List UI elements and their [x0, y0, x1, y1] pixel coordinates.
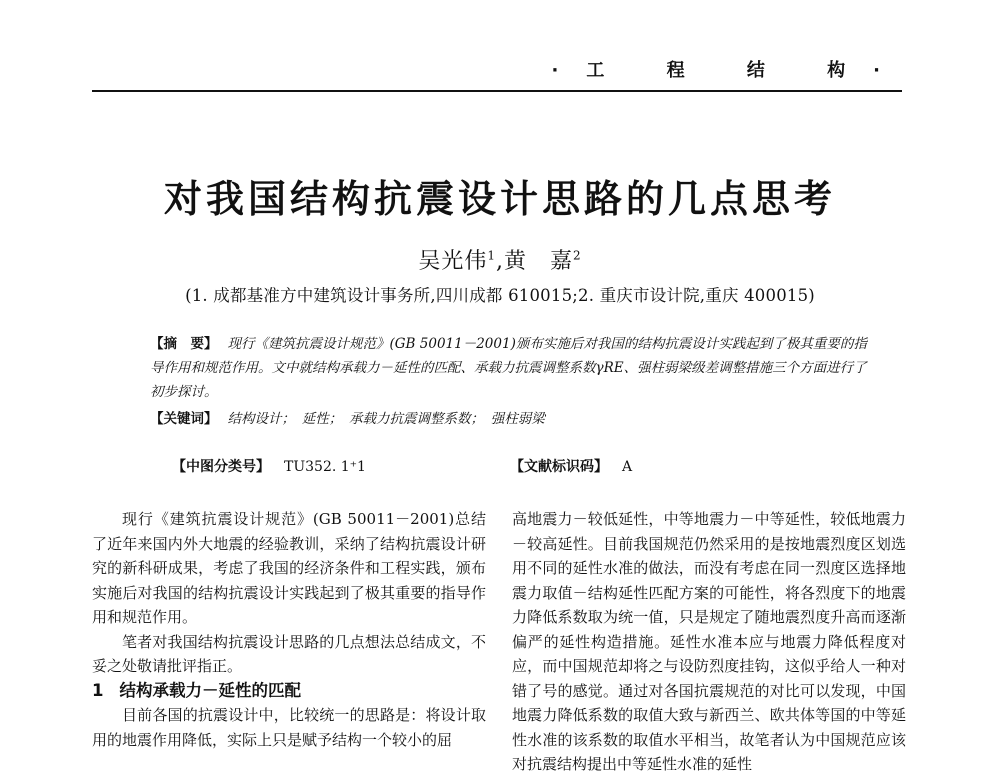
header-rule	[92, 90, 902, 92]
body-paragraph: 目前各国的抗震设计中，比较统一的思路是：将设计取用的地震作用降低，实际上只是赋予结构一个较小的屈	[92, 706, 486, 749]
body-column-right	[512, 507, 906, 777]
abstract	[150, 332, 870, 404]
classification-label: 【中图分类号】	[172, 459, 270, 475]
affiliations: (1. 成都基准方中建筑设计事务所,四川成都 610015;2. 重庆市设计院,重庆 400015)	[185, 286, 815, 305]
keywords	[150, 407, 870, 431]
author-1-affiliation-mark: 1	[487, 248, 496, 263]
section-number: 1	[92, 680, 104, 700]
authors	[0, 244, 1000, 275]
keywords-text: 结构设计； 延性； 承载力抗震调整系数； 强柱弱梁	[227, 411, 545, 427]
classification-value: TU352. 1⁺1	[284, 459, 366, 475]
keywords-label: 【关键词】	[150, 411, 218, 427]
body-column-left	[92, 507, 486, 752]
author-2-affiliation-mark: 2	[573, 248, 582, 263]
document-code	[510, 456, 632, 476]
author-2: 黄 嘉	[504, 249, 574, 274]
section-heading	[92, 679, 486, 704]
abstract-label: 【摘 要】	[150, 336, 218, 352]
body-paragraph: 笔者对我国结构抗震设计思路的几点想法总结成文，不妥之处敬请批评指正。	[92, 632, 486, 675]
section-title: 结构承载力－延性的匹配	[119, 680, 301, 700]
body-paragraph: 现行《建筑抗震设计规范》(GB 50011－2001)总结了近年来国内外大地震的经验教训，采纳了结构抗震设计研究的新科研成果，考虑了我国的经济条件和工程实践，颁布实施后对我国的结构抗震设计实践起到了极其重要的指导作用和规范作用。	[92, 510, 486, 626]
paper-title: 对我国结构抗震设计思路的几点思考	[163, 176, 836, 221]
doc-code-label: 【文献标识码】	[510, 459, 608, 475]
doc-code-value: A	[622, 459, 633, 475]
body-paragraph: 高地震力－较低延性，中等地震力－中等延性，较低地震力－较高延性。目前我国规范仍然采用的是按地震烈度区划选用不同的延性水准的做法，而没有考虑在同一烈度区选择地震力取值－结构延性匹配方案的可能性，将各烈度下的地震力降低系数取为统一值，只是规定了随地震烈度升高而逐渐偏严的延性构造措施。延性水准本应与地震力降低程度对应，而中国规范却将之与设防烈度挂钩，这似乎给人一种对错了号的感觉。通过对各国抗震规范的对比可以发现，中国地震力降低系数的取值大致与新西兰、欧共体等国的中等延性水准的该系数的取值水平相当，故笔者认为中国规范应该对抗震结构提出中等延性水准的延性	[512, 510, 906, 773]
author-1: 吴光伟	[418, 249, 488, 274]
running-head: ·工 程 结 构·	[551, 60, 908, 81]
author-separator: ,	[496, 249, 504, 274]
classification-code	[172, 456, 366, 476]
abstract-text: 现行《建筑抗震设计规范》(GB 50011－2001)颁布实施后对我国的结构抗震设计实践起到了极其重要的指导作用和规范作用。文中就结构承载力－延性的匹配、承载力抗震调整系数γRE、强柱弱梁级差调整措施三个方面进行了初步探讨。	[150, 336, 867, 400]
